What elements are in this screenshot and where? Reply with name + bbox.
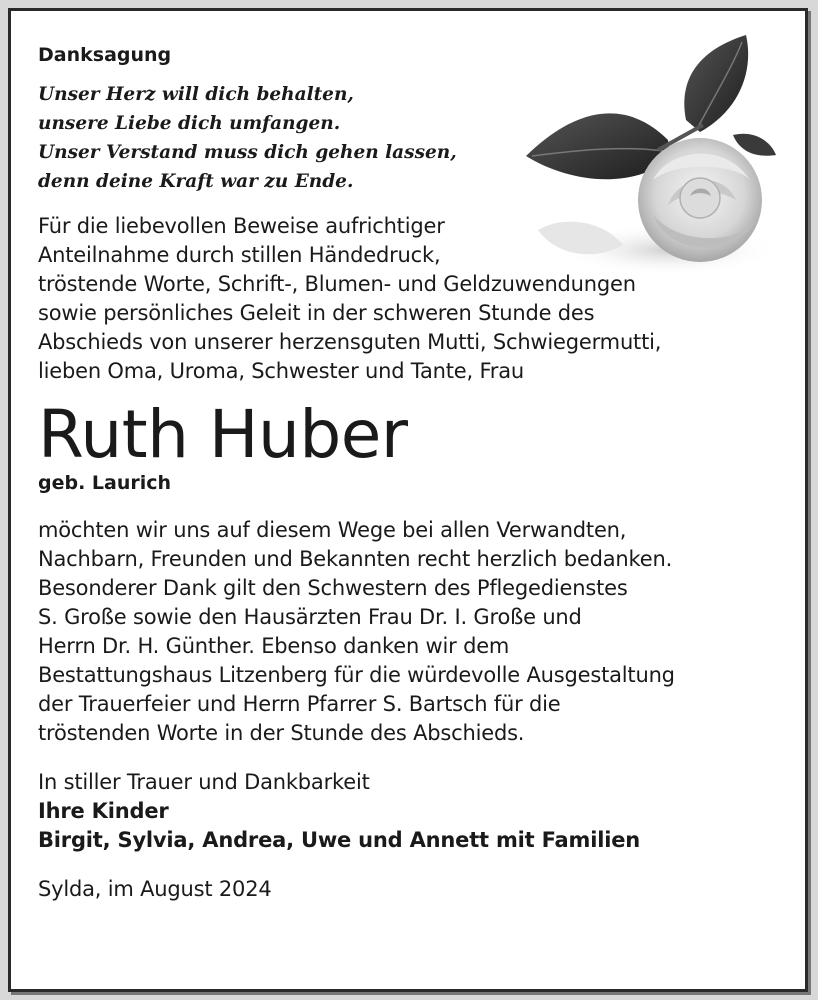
thanks-line: Herrn Dr. H. Günther. Ebenso danken wir dem (38, 634, 510, 658)
poem-line: Unser Verstand muss dich gehen lassen, (38, 142, 457, 163)
deceased-name: Ruth Huber (38, 396, 408, 473)
intro-line: sowie persönliches Geleit in der schweren Stunde des (38, 301, 595, 325)
thanks-line: der Trauerfeier und Herrn Pfarrer S. Bartsch für die (38, 692, 561, 716)
poem (38, 80, 758, 196)
place-date-text: Sylda, im August 2024 (38, 877, 272, 901)
intro-line: lieben Oma, Uroma, Schwester und Tante, Frau (38, 359, 525, 383)
closing-block (38, 768, 758, 855)
thanks-line: Nachbarn, Freunden und Bekannten recht herzlich bedanken. (38, 547, 673, 571)
birth-name: geb. Laurich (38, 472, 172, 494)
closing-family-names: Birgit, Sylvia, Andrea, Uwe und Annett mit Familien (38, 828, 640, 852)
heading: Danksagung (38, 44, 172, 66)
thanks-line: Besonderer Dank gilt den Schwestern des Pflegedienstes (38, 576, 628, 600)
poem-line: denn deine Kraft war zu Ende. (38, 171, 354, 192)
intro-paragraph (38, 212, 758, 386)
thanks-paragraph (38, 516, 758, 748)
intro-line: Anteilnahme durch stillen Händedruck, (38, 243, 441, 267)
closing-line: In stiller Trauer und Dankbarkeit (38, 770, 370, 794)
poem-line: Unser Herz will dich behalten, (38, 84, 354, 105)
place-date (38, 875, 758, 904)
thanks-line: tröstenden Worte in der Stunde des Abschieds. (38, 721, 525, 745)
intro-line: Abschieds von unserer herzensguten Mutti, Schwiegermutti, (38, 330, 662, 354)
thanks-line: S. Große sowie den Hausärzten Frau Dr. I. Große und (38, 605, 582, 629)
notice-content (38, 36, 758, 904)
thanks-line: möchten wir uns auf diesem Wege bei allen Verwandten, (38, 518, 627, 542)
poem-line: unsere Liebe dich umfangen. (38, 113, 341, 134)
thanks-line: Bestattungshaus Litzenberg für die würdevolle Ausgestaltung (38, 663, 675, 687)
intro-line: tröstende Worte, Schrift-, Blumen- und Geldzuwendungen (38, 272, 636, 296)
intro-line: Für die liebevollen Beweise aufrichtiger (38, 214, 445, 238)
closing-children: Ihre Kinder (38, 799, 169, 823)
